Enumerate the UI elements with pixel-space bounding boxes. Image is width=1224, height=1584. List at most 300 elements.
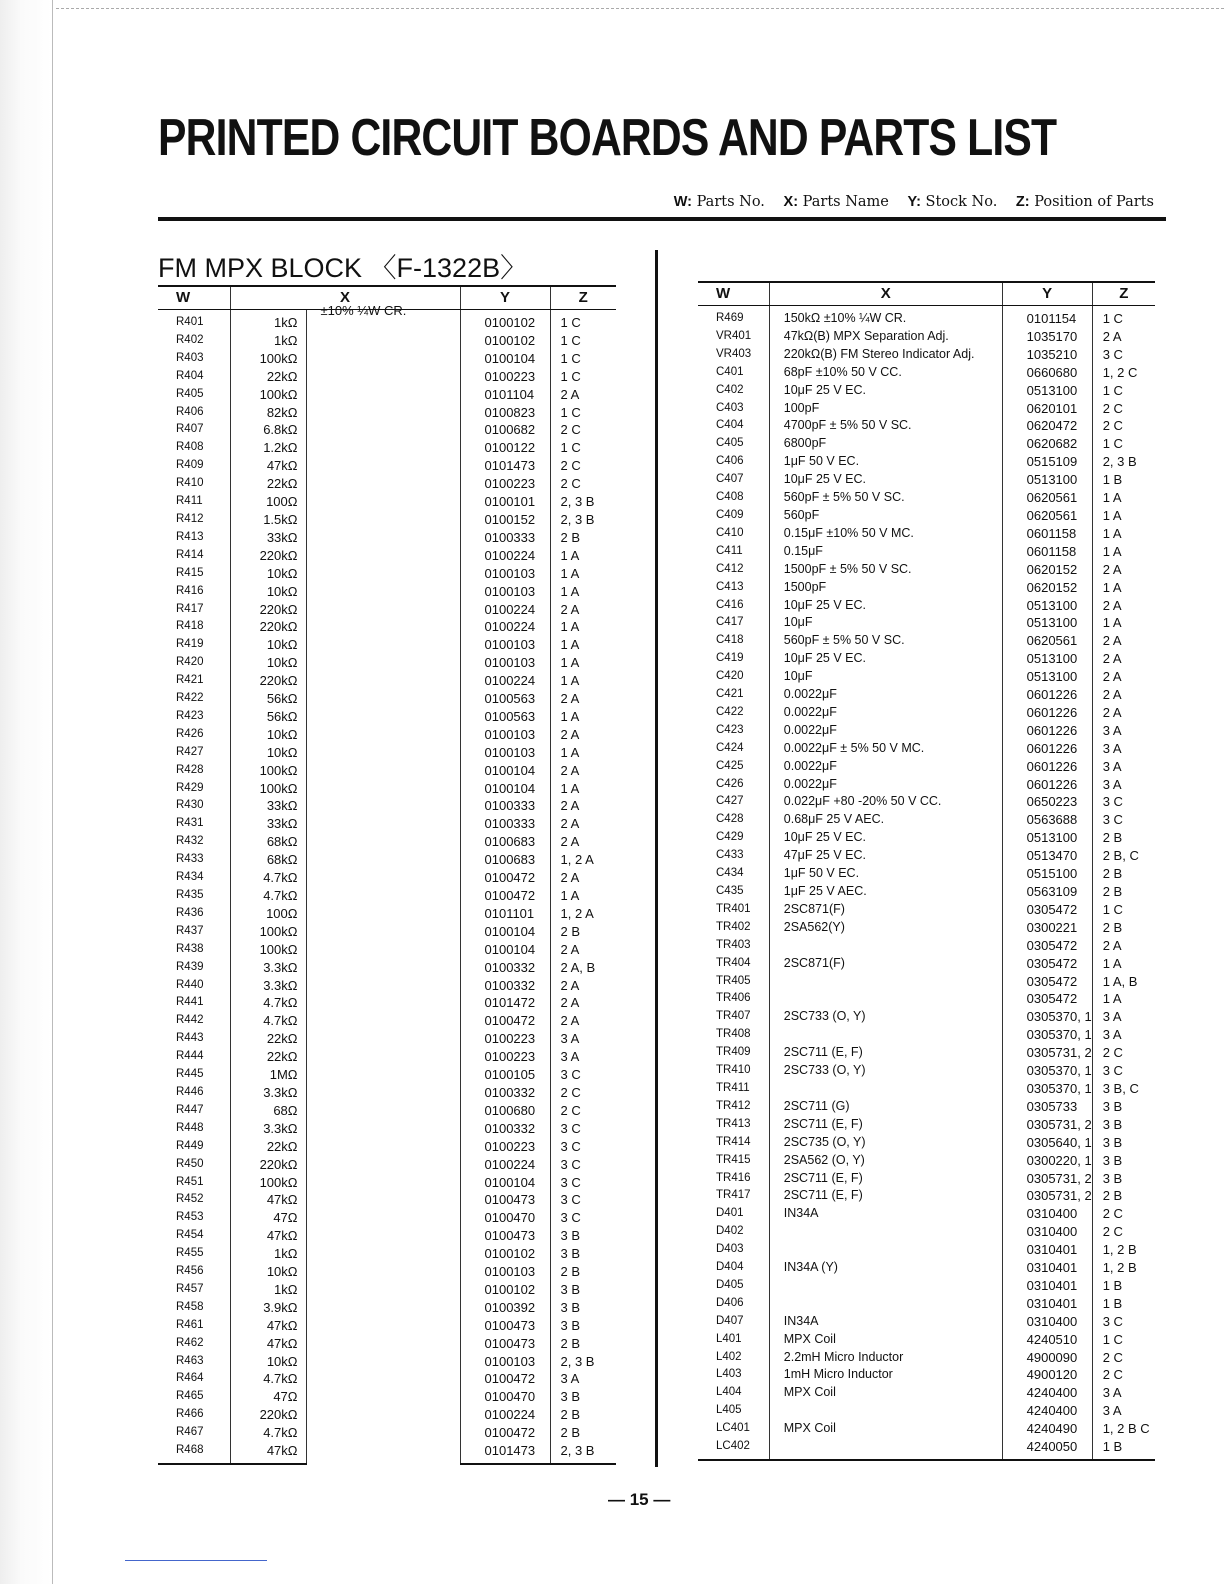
- stock-number: 0100152: [460, 511, 550, 529]
- part-number: D403: [716, 1243, 744, 1256]
- part-value: 3.9kΩ: [230, 1299, 306, 1317]
- stock-number: 0620682: [1002, 435, 1092, 453]
- part-number: R461: [176, 1318, 204, 1331]
- part-number: R401: [176, 316, 204, 328]
- stock-number: 0300220, 1: [1002, 1152, 1092, 1170]
- table-row: [698, 990, 1155, 1008]
- part-number: L403: [716, 1368, 742, 1381]
- part-value: 10kΩ: [230, 1263, 306, 1281]
- stock-number: 0100122: [460, 439, 550, 457]
- part-number: TR413: [716, 1117, 751, 1130]
- stock-number: 0620101: [1002, 400, 1092, 418]
- part-name: 10μF: [769, 614, 1002, 632]
- part-name: 10μF 25 V EC.: [769, 829, 1002, 847]
- stock-number: 4240400: [1002, 1402, 1092, 1420]
- stock-number: 0513100: [1002, 471, 1092, 489]
- stock-number: 0305472: [1002, 901, 1092, 919]
- stock-number: 0100472: [460, 1424, 550, 1442]
- position: 2 A: [550, 994, 616, 1012]
- position: 3 C: [550, 1066, 616, 1084]
- header-w: W: [698, 282, 769, 306]
- position: 2 C: [550, 1102, 616, 1120]
- stock-number: 0305472: [1002, 990, 1092, 1008]
- stock-number: 0100823: [460, 404, 550, 422]
- part-value: 22kΩ: [230, 1030, 306, 1048]
- position: 3 A: [1092, 1402, 1155, 1420]
- part-value: 1MΩ: [230, 1066, 306, 1084]
- part-number: C417: [716, 616, 744, 629]
- part-number: R433: [176, 853, 204, 866]
- position: 2 A: [1092, 328, 1155, 346]
- part-number: R426: [176, 727, 204, 740]
- position: 2 C: [550, 475, 616, 493]
- part-number: R406: [176, 405, 204, 418]
- part-number: R449: [176, 1139, 204, 1152]
- part-value: 47kΩ: [230, 1317, 306, 1335]
- stock-number: 0100470: [460, 1388, 550, 1406]
- stock-number: 0100472: [460, 1012, 550, 1030]
- part-name: [769, 1402, 1002, 1420]
- part-number: VR403: [716, 347, 752, 360]
- stock-number: 0305472: [1002, 973, 1092, 991]
- stock-number: 0305370, 1: [1002, 1080, 1092, 1098]
- part-number: R411: [176, 495, 203, 508]
- position: 3 A: [550, 1370, 616, 1388]
- part-name: 560pF ± 5% 50 V SC.: [769, 489, 1002, 507]
- stock-number: 0305370, 1: [1002, 1026, 1092, 1044]
- part-name: 47kΩ(B) MPX Separation Adj.: [769, 328, 1002, 346]
- legend-text-y: Stock No.: [925, 194, 998, 210]
- part-number: R467: [176, 1426, 204, 1439]
- stock-number: 0100224: [460, 1156, 550, 1174]
- part-number: R408: [176, 441, 204, 454]
- table-row: [698, 793, 1155, 811]
- part-value: 47kΩ: [230, 1227, 306, 1245]
- part-number: R431: [176, 817, 204, 830]
- stock-number: 0100103: [460, 744, 550, 762]
- top-edge-line: [56, 8, 1224, 9]
- position: 2 B: [550, 923, 616, 941]
- position: 3 A: [1092, 722, 1155, 740]
- position: 2 B: [1092, 829, 1155, 847]
- position: 2 A: [550, 941, 616, 959]
- part-value: 68Ω: [230, 1102, 306, 1120]
- stock-number: 0100332: [460, 1120, 550, 1138]
- stock-number: 4240510: [1002, 1331, 1092, 1349]
- part-value: 100Ω: [230, 493, 306, 511]
- header-z: Z: [550, 286, 616, 310]
- table-row: [698, 1008, 1155, 1026]
- part-number: R434: [176, 871, 204, 884]
- position: 3 A: [1092, 758, 1155, 776]
- part-value: 47kΩ: [230, 1191, 306, 1209]
- part-number: R412: [176, 512, 204, 525]
- part-number: R427: [176, 745, 204, 758]
- stock-number: 0601158: [1002, 525, 1092, 543]
- position: 1 A: [1092, 489, 1155, 507]
- position: 3 B: [550, 1299, 616, 1317]
- stock-number: 0601226: [1002, 758, 1092, 776]
- position: 1 A: [550, 744, 616, 762]
- position: 3 A: [550, 1048, 616, 1066]
- stock-number: 0513100: [1002, 829, 1092, 847]
- part-value: 47kΩ: [230, 1442, 306, 1464]
- part-number: R466: [176, 1408, 204, 1421]
- stock-number: 0620152: [1002, 561, 1092, 579]
- part-value: 82kΩ: [230, 404, 306, 422]
- table-row: [158, 310, 616, 332]
- part-number: R444: [176, 1050, 204, 1063]
- stock-number: 0100102: [460, 310, 550, 332]
- part-number: R448: [176, 1121, 204, 1134]
- stock-number: 0100470: [460, 1209, 550, 1227]
- part-number: C435: [716, 885, 744, 897]
- position: 2 A: [550, 815, 616, 833]
- stock-number: 0305472: [1002, 937, 1092, 955]
- part-number: R465: [176, 1390, 204, 1403]
- position: 2, 3 B: [550, 493, 616, 511]
- part-value: 10kΩ: [230, 726, 306, 744]
- part-number: C421: [716, 688, 744, 701]
- position: 1 C: [550, 368, 616, 386]
- stock-number: 0100104: [460, 350, 550, 368]
- table-row: [698, 1295, 1155, 1313]
- stock-number: 0601226: [1002, 686, 1092, 704]
- part-name: 1500pF: [769, 579, 1002, 597]
- part-number: R440: [176, 978, 204, 991]
- part-value: 220kΩ: [230, 1406, 306, 1424]
- stock-number: 0100224: [460, 1406, 550, 1424]
- part-number: TR411: [716, 1081, 750, 1094]
- stock-number: 0100223: [460, 1138, 550, 1156]
- right-header-row: [698, 282, 1155, 306]
- table-row: [698, 507, 1155, 525]
- table-row: [698, 776, 1155, 794]
- part-name: 1μF 50 V EC.: [769, 865, 1002, 883]
- block-title: FM MPX BLOCK 〈F-1322B〉: [158, 253, 528, 283]
- stock-number: 0620561: [1002, 489, 1092, 507]
- part-value: 100kΩ: [230, 923, 306, 941]
- part-name: [769, 1277, 1002, 1295]
- position: 1 A: [550, 618, 616, 636]
- stock-number: 0100104: [460, 780, 550, 798]
- position: 2 A: [1092, 561, 1155, 579]
- part-name: 2SA562 (O, Y): [769, 1152, 1002, 1170]
- stock-number: 0100563: [460, 690, 550, 708]
- stock-number: 0100103: [460, 1263, 550, 1281]
- part-number: R443: [176, 1032, 204, 1045]
- table-row: [698, 919, 1155, 937]
- part-value: 3.3kΩ: [230, 977, 306, 995]
- stock-number: 0601226: [1002, 704, 1092, 722]
- part-name: [769, 1223, 1002, 1241]
- stock-number: 0310400: [1002, 1205, 1092, 1223]
- part-number: R452: [176, 1193, 204, 1206]
- legend-text-z: Position of Parts: [1034, 194, 1154, 210]
- part-name: 2SC871(F): [769, 901, 1002, 919]
- stock-number: 0101104: [460, 386, 550, 404]
- header-w: W: [158, 286, 230, 310]
- position: 3 B: [550, 1281, 616, 1299]
- part-number: C427: [716, 795, 744, 808]
- part-number: R423: [176, 709, 204, 722]
- part-number: R402: [176, 333, 204, 346]
- part-value: 4.7kΩ: [230, 1370, 306, 1388]
- stock-number: 0100473: [460, 1191, 550, 1209]
- stock-number: 0513100: [1002, 614, 1092, 632]
- position: 1 C: [550, 439, 616, 457]
- table-row: [698, 1366, 1155, 1384]
- part-number: R445: [176, 1068, 204, 1081]
- part-number: R441: [176, 996, 204, 1009]
- table-row: [698, 1098, 1155, 1116]
- position: 2 A: [550, 762, 616, 780]
- part-number: TR407: [716, 1010, 751, 1023]
- position: 2 A, B: [550, 959, 616, 977]
- part-name: 150kΩ ±10% ¼W CR.: [769, 306, 1002, 328]
- part-number: C418: [716, 634, 744, 647]
- table-row: [698, 955, 1155, 973]
- part-value: 4.7kΩ: [230, 869, 306, 887]
- part-number: D404: [716, 1261, 744, 1274]
- part-number: TR406: [716, 992, 751, 1005]
- stock-number: 0650223: [1002, 793, 1092, 811]
- part-name: 2SA562(Y): [769, 919, 1002, 937]
- part-number: R468: [158, 1442, 230, 1464]
- position: 2 B: [1092, 1187, 1155, 1205]
- part-value: 3.3kΩ: [230, 1120, 306, 1138]
- part-number: C419: [716, 652, 744, 665]
- part-number: R407: [176, 423, 204, 436]
- position: 2 A: [550, 386, 616, 404]
- part-value: 3.3kΩ: [230, 959, 306, 977]
- stock-number: 0305731, 2: [1002, 1116, 1092, 1134]
- stock-number: 0601226: [1002, 740, 1092, 758]
- table-row: [698, 937, 1155, 955]
- part-number: L401: [716, 1332, 742, 1345]
- table-row: [698, 1438, 1155, 1460]
- part-name: 1mH Micro Inductor: [769, 1366, 1002, 1384]
- part-number: C422: [716, 705, 744, 718]
- part-number: C407: [716, 473, 744, 486]
- position: 2 A: [1092, 632, 1155, 650]
- part-name: MPX Coil: [769, 1384, 1002, 1402]
- position: 2 A: [1092, 650, 1155, 668]
- page-number: — 15 —: [608, 1490, 671, 1509]
- part-name: 2SC711 (G): [769, 1098, 1002, 1116]
- part-number: TR414: [716, 1135, 751, 1148]
- position: 2 A: [1092, 937, 1155, 955]
- part-number: R456: [176, 1265, 204, 1278]
- part-number: R450: [176, 1157, 204, 1170]
- part-name: 0.0022μF: [769, 776, 1002, 794]
- table-row: [698, 1259, 1155, 1277]
- part-number: C408: [716, 491, 744, 504]
- part-number: C416: [716, 598, 744, 611]
- part-number: R404: [176, 369, 204, 382]
- part-value: 47Ω: [230, 1209, 306, 1227]
- part-name: 2SC711 (E, F): [769, 1116, 1002, 1134]
- part-name: 0.15μF ±10% 50 V MC.: [769, 525, 1002, 543]
- part-number: R410: [176, 477, 204, 490]
- stock-number: 0513470: [1002, 847, 1092, 865]
- table-row: [698, 847, 1155, 865]
- part-number: TR403: [716, 938, 751, 951]
- part-number: R405: [176, 387, 204, 400]
- part-name: 10μF 25 V EC.: [769, 597, 1002, 615]
- stock-number: 0620472: [1002, 417, 1092, 435]
- part-number: C428: [716, 813, 744, 826]
- stock-number: 0100473: [460, 1335, 550, 1353]
- position: 3 A: [1092, 1026, 1155, 1044]
- position: 1 A: [550, 887, 616, 905]
- left-table-body: [158, 303, 616, 1465]
- position: 1 A: [550, 636, 616, 654]
- part-number: C433: [716, 849, 744, 862]
- part-number: C423: [716, 723, 744, 736]
- position: 1 A: [1092, 507, 1155, 525]
- stock-number: 0620561: [1002, 507, 1092, 525]
- header-rule: [158, 217, 1166, 221]
- position: 1 C: [1092, 901, 1155, 919]
- position: 1, 2 A: [550, 905, 616, 923]
- part-number: R418: [176, 620, 204, 633]
- part-value: 220kΩ: [230, 618, 306, 636]
- table-row: [698, 1420, 1155, 1438]
- stock-number: 1035170: [1002, 328, 1092, 346]
- position: 1 A, B: [1092, 973, 1155, 991]
- part-number: R463: [176, 1354, 204, 1367]
- stock-number: 0100472: [460, 1370, 550, 1388]
- tolerance-text: ±10% ¼W CR.: [320, 303, 407, 318]
- table-row: [698, 364, 1155, 382]
- part-value: 22kΩ: [230, 1048, 306, 1066]
- position: 2 A: [550, 1012, 616, 1030]
- part-value: 33kΩ: [230, 529, 306, 547]
- stock-number: 0100472: [460, 887, 550, 905]
- header-y: Y: [460, 286, 550, 310]
- part-number: C402: [716, 383, 744, 396]
- stock-number: 0513100: [1002, 668, 1092, 686]
- position: 1, 2 C: [1092, 364, 1155, 382]
- part-name: [769, 1438, 1002, 1460]
- part-number: TR409: [716, 1046, 751, 1059]
- part-number: D406: [716, 1296, 744, 1309]
- part-number: R432: [176, 835, 204, 848]
- stock-number: 0101473: [460, 457, 550, 475]
- position: 2 A: [550, 869, 616, 887]
- stock-number: 0100102: [460, 1281, 550, 1299]
- part-value: 4.7kΩ: [230, 1424, 306, 1442]
- position: 1 B: [1092, 1295, 1155, 1313]
- position: 2 B: [1092, 883, 1155, 901]
- table-row: [698, 1241, 1155, 1259]
- position: 2 A: [1092, 597, 1155, 615]
- table-row: [698, 632, 1155, 650]
- position: 1 C: [1092, 382, 1155, 400]
- position: 2 A: [550, 690, 616, 708]
- table-row: [698, 400, 1155, 418]
- page-title: PRINTED CIRCUIT BOARDS AND PARTS LIST: [158, 109, 1057, 167]
- stock-number: 0310401: [1002, 1295, 1092, 1313]
- part-number: C434: [716, 867, 744, 880]
- position: 3 B: [1092, 1134, 1155, 1152]
- part-value: 220kΩ: [230, 601, 306, 619]
- part-name: [769, 1080, 1002, 1098]
- part-name: 10μF 25 V EC.: [769, 471, 1002, 489]
- part-number: C424: [716, 741, 744, 754]
- stock-number: 0100473: [460, 1227, 550, 1245]
- part-number: VR401: [716, 329, 752, 342]
- part-value: 100Ω: [230, 905, 306, 923]
- legend-key-z: Z:: [1015, 194, 1030, 210]
- part-name: 100pF: [769, 400, 1002, 418]
- part-value: 100kΩ: [230, 780, 306, 798]
- part-name: 1μF 25 V AEC.: [769, 883, 1002, 901]
- stock-number: 0100472: [460, 869, 550, 887]
- position: 1 A: [550, 583, 616, 601]
- table-row: [698, 1402, 1155, 1420]
- stock-number: 0100103: [460, 583, 550, 601]
- part-name: [769, 1295, 1002, 1313]
- position: 2 C: [550, 1084, 616, 1102]
- table-row: [698, 525, 1155, 543]
- stock-number: 0100104: [460, 923, 550, 941]
- stock-number: 0305731, 2: [1002, 1044, 1092, 1062]
- part-value: 100kΩ: [230, 1174, 306, 1192]
- position: 3 A: [1092, 776, 1155, 794]
- stock-number: 0515109: [1002, 453, 1092, 471]
- part-value: 10kΩ: [230, 654, 306, 672]
- part-value: 10kΩ: [230, 744, 306, 762]
- position: 3 C: [550, 1120, 616, 1138]
- stock-number: 0563688: [1002, 811, 1092, 829]
- part-value: 1kΩ: [230, 1281, 306, 1299]
- part-name: 10μF: [769, 668, 1002, 686]
- part-number: R421: [176, 674, 204, 687]
- table-row: [698, 740, 1155, 758]
- part-name: 1μF 50 V EC.: [769, 453, 1002, 471]
- part-number: R455: [176, 1247, 204, 1260]
- position: 1 C: [550, 404, 616, 422]
- stock-number: 0100104: [460, 1174, 550, 1192]
- part-value: 1kΩ: [230, 332, 306, 350]
- table-row: [698, 543, 1155, 561]
- table-row: [698, 471, 1155, 489]
- part-number: R403: [176, 351, 204, 364]
- position: 2 C: [1092, 400, 1155, 418]
- stock-number: 0100332: [460, 1084, 550, 1102]
- position: 2 A: [550, 601, 616, 619]
- part-number: L405: [716, 1404, 742, 1417]
- table-row: [698, 1223, 1155, 1241]
- position: 1 A: [1092, 525, 1155, 543]
- stock-number: 0100223: [460, 368, 550, 386]
- part-name: [769, 1026, 1002, 1044]
- stock-number: 0300221: [1002, 919, 1092, 937]
- stock-number: 0310401: [1002, 1259, 1092, 1277]
- part-value: 47kΩ: [230, 457, 306, 475]
- part-number: R457: [176, 1282, 204, 1295]
- stock-number: 0101473: [460, 1442, 550, 1464]
- part-number: C413: [716, 580, 744, 593]
- position: 1 C: [550, 310, 616, 332]
- part-number: R419: [176, 638, 204, 651]
- part-value: 100kΩ: [230, 386, 306, 404]
- part-value: 68kΩ: [230, 851, 306, 869]
- table-row: [698, 346, 1155, 364]
- tolerance-group: [306, 303, 460, 1465]
